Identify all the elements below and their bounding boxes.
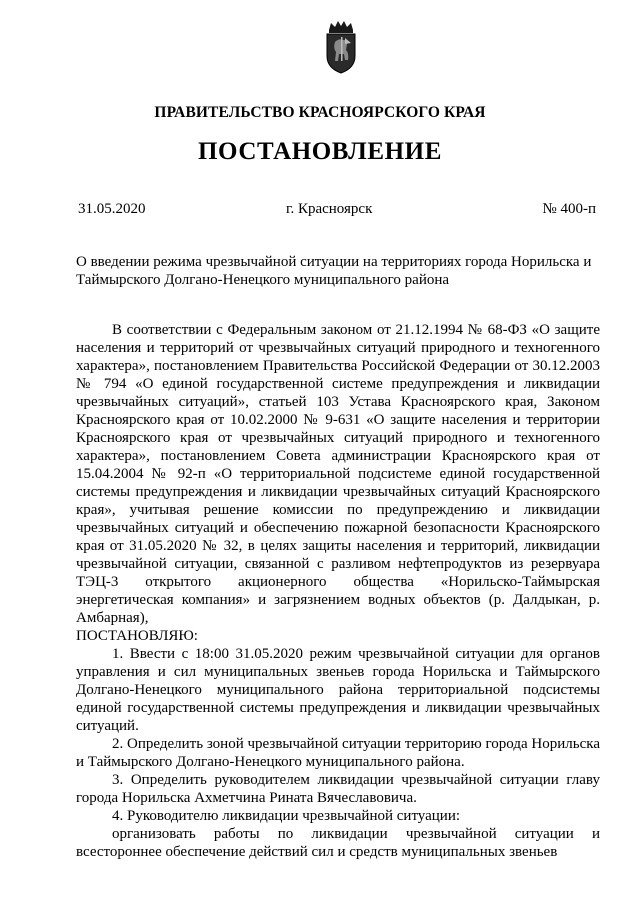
krasnoyarsk-coat-of-arms-icon [321, 20, 361, 74]
document-body [76, 321, 600, 861]
document-number: № 400-п [542, 201, 596, 217]
document-date: 31.05.2020 [78, 201, 146, 217]
item-4-paragraph: 4. Руководителю ликвидации чрезвычайной ситуации: [112, 808, 461, 824]
decree-word: ПОСТАНОВЛЯЮ: [76, 628, 198, 644]
item-1-paragraph: 1. Ввести с 18:00 31.05.2020 режим чрезвычайной ситуации для органов управления и сил муниципальных звеньев города Норильска и Таймырского Долгано-Ненецкого муниципального района территориальной подсистемы единой государственной системы предупреждения и ликвидации чрезвычайных ситуаций. [76, 646, 600, 734]
government-title: ПРАВИТЕЛЬСТВО КРАСНОЯРСКОГО КРАЯ [154, 104, 486, 121]
item-3-paragraph: 3. Определить руководителем ликвидации чрезвычайной ситуации главу города Норильска Ахметчина Рината Вячеславовича. [76, 772, 600, 806]
document-type-title: ПОСТАНОВЛЕНИЕ [197, 138, 443, 165]
preamble-paragraph: В соответствии с Федеральным законом от 21.12.1994 № 68-ФЗ «О защите населения и территорий от чрезвычайных ситуаций природного и техногенного характера», постановлением Правительства Российской Федерации от 30.12.2003 № 794 «О единой государственной системе предупреждения и ликвидации чрезвычайных ситуаций», статьей 103 Устава Красноярского края, Законом Красноярского края от 10.02.2000 № 9-631 «О защите населения и территории Красноярского края от чрезвычайных ситуаций природного и техногенного характера», постановлением Совета администрации Красноярского края от 15.04.2004 № 92-п «О территориальной подсистеме единой государственной системы предупреждения и ликвидации чрезвычайных ситуаций Красноярского края», учитывая решение комиссии по предупреждению и ликвидации чрезвычайных ситуаций и обеспечению пожарной безопасности Красноярского края от 31.05.2020 № 32, в целях защиты населения и территорий, ликвидации чрезвычайной ситуации, связанной с разливом нефтепродуктов из резервуара ТЭЦ-3 открытого акционерного общества «Норильско-Таймырская энергетическая компания» и загрязнением водных объектов (р. Далдыкан, р. Амбарная), [76, 322, 600, 626]
item-4-text-paragraph: организовать работы по ликвидации чрезвычайной ситуации и всестороннее обеспечение действий сил и средств муниципальных звеньев [76, 826, 600, 860]
document-subject: О введении режима чрезвычайной ситуации на территориях города Норильска и Таймырского Долгано-Ненецкого муниципального района [76, 254, 592, 288]
item-2-paragraph: 2. Определить зоной чрезвычайной ситуации территорию города Норильска и Таймырского Долгано-Ненецкого муниципального района. [76, 736, 600, 770]
document-city: г. Красноярск [286, 201, 373, 217]
